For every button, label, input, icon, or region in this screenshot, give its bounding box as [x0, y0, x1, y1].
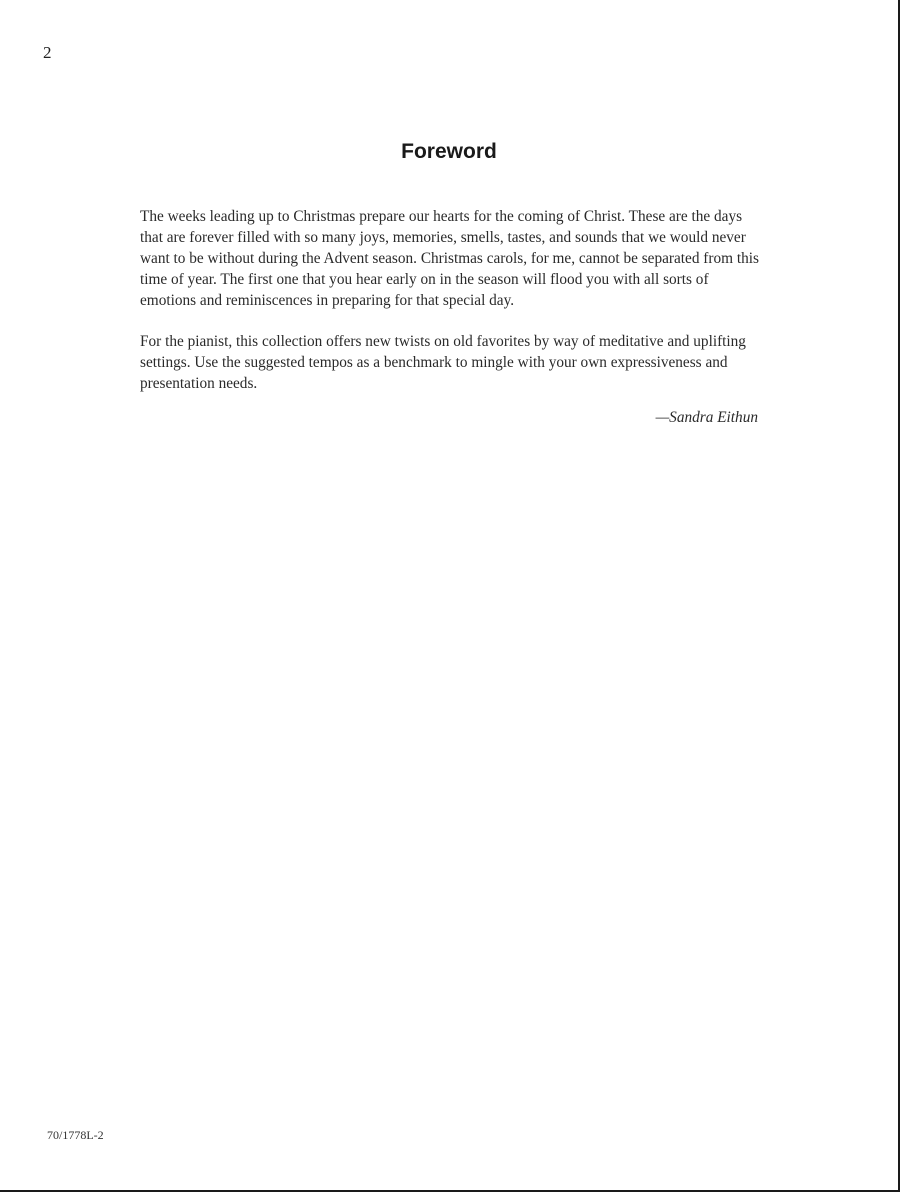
foreword-paragraph-2: For the pianist, this collection offers new twists on old favorites by way of meditative and uplifting settings. Use the suggested tempos as a benchmark to mingle with your own expressiveness and presentation needs.	[140, 333, 746, 392]
author-signature: —Sandra Eithun	[655, 409, 758, 426]
foreword-body	[140, 206, 765, 414]
catalog-code: 70/1778L-2	[47, 1128, 104, 1142]
page-title: Foreword	[401, 140, 497, 163]
page-number: 2	[43, 43, 52, 62]
foreword-paragraph-1: The weeks leading up to Christmas prepare our hearts for the coming of Christ. These are the days that are forever filled with so many joys, memories, smells, tastes, and sounds that we would never want to be without during the Advent season. Christmas carols, for me, cannot be separated from this time of year. The first one that you hear early on in the season will flood you with all sorts of emotions and reminiscences in preparing for that special day.	[140, 208, 759, 309]
